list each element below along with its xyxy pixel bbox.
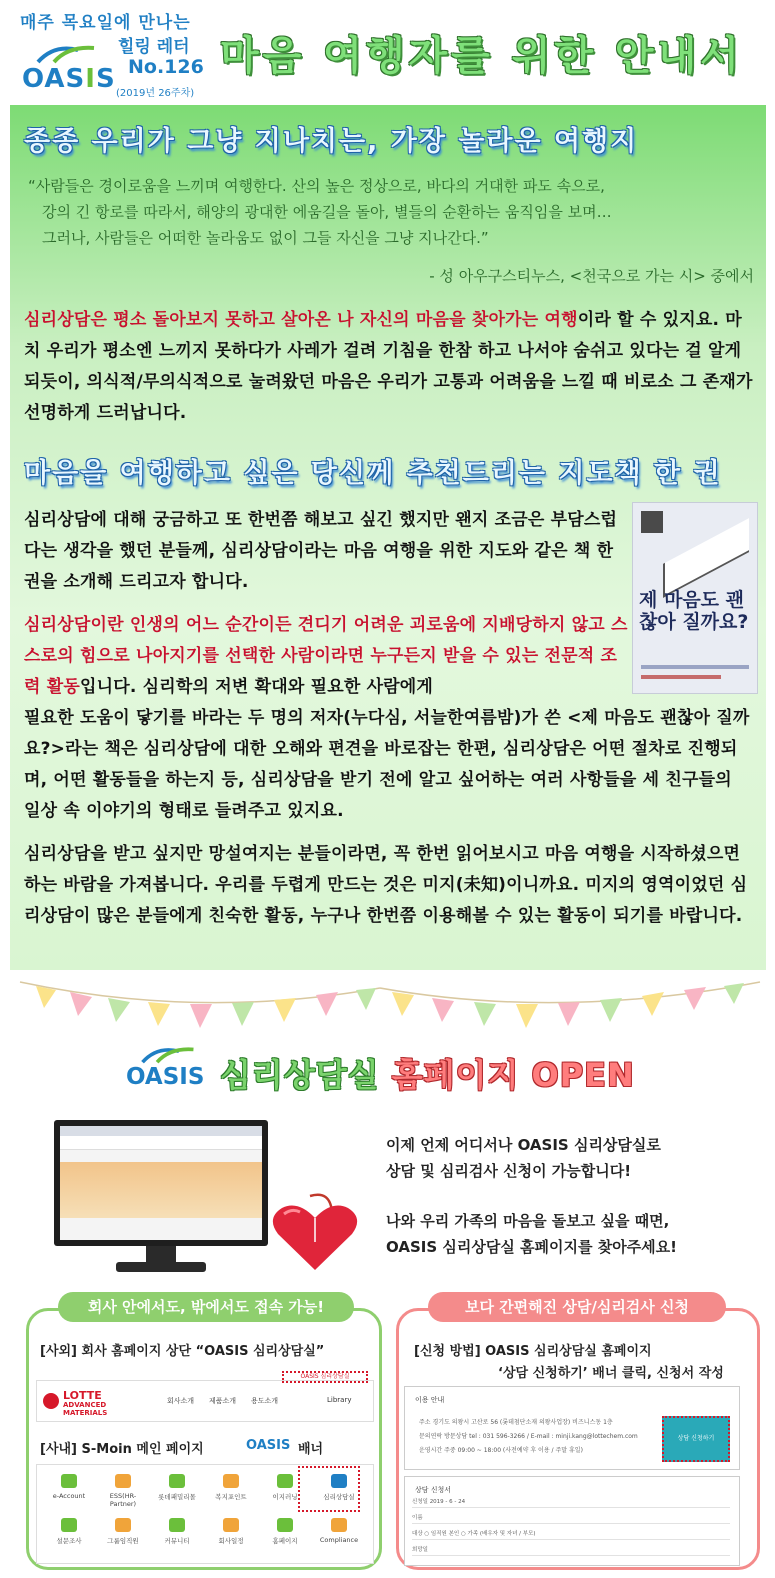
application-info-tag: 보다 간편해진 상담/심리검사 신청: [428, 1292, 726, 1322]
quote-line: “사람들은 경이로움을 느끼며 여행한다. 산의 높은 정상으로, 바다의 거대한 파도 속으로,: [28, 177, 605, 195]
header-meta: [8, 6, 208, 102]
form-row-preferred-date[interactable]: 희망일: [412, 1544, 730, 1556]
quote-source: - 성 아우구스티누스, <천국으로 가는 시> 중에서: [429, 267, 754, 285]
oasis-logo-small: [124, 1044, 214, 1094]
section2-title: 마음을 여행하고 싶은 당신께 추천드리는 지도책 한 권: [24, 458, 722, 489]
section2-paragraph1: 심리상담에 대해 궁금하고 또 한번쯤 해보고 싶긴 했지만 왠지 조금은 부담스럽다는 생각을 했던 분들께, 심리상담이라는 마음 여행을 위한 지도와 같은 책 한 권을 소개해 드리고자 합니다.: [24, 510, 618, 592]
company-homepage-header: [36, 1380, 374, 1422]
newsletter-header: [0, 0, 775, 105]
oasis-logo-text: OASIS: [126, 1064, 205, 1090]
header-subtitle-weekly: 매주 목요일에 만나는: [20, 13, 191, 33]
menu-item-label: 설문조사: [56, 1537, 82, 1545]
header-subtitle-letter: 힐링 레터: [118, 37, 190, 57]
form-row-name[interactable]: 이름: [412, 1512, 730, 1524]
menu-products[interactable]: 제품소개: [209, 1397, 237, 1405]
menu-item-6[interactable]: [44, 1518, 94, 1545]
form-title: 상담 신청서: [415, 1486, 452, 1494]
quote-line: 강의 긴 항로를 따라서, 해양의 광대한 에움길을 돌아, 별들의 순환하는 움직임을 보며…: [42, 203, 612, 221]
menu-item-label: e-Account: [52, 1492, 86, 1500]
menu-item-icon: [331, 1518, 347, 1532]
menu-item-8[interactable]: [152, 1518, 202, 1545]
oasis-swoosh-icon: [138, 1044, 198, 1064]
menu-item-icon: [223, 1474, 239, 1488]
menu-item-icon: [169, 1474, 185, 1488]
menu-item-label: 복지포인트: [215, 1493, 247, 1501]
quote-block: [28, 173, 748, 251]
menu-item-7[interactable]: [98, 1518, 148, 1545]
section2-paragraph2: [24, 610, 628, 703]
info-row: 문의연락 방문상담 tel : 031 596-3266 / E-mail : minji.kang@lottechem.com: [419, 1433, 638, 1440]
lotte-logo: LOTTE ADVANCED MATERIALS: [43, 1389, 133, 1415]
open-description-1: 이제 언제 어디서나 OASIS 심리상담실로 상담 및 심리검사 신청이 가능합니다!: [386, 1136, 661, 1180]
oasis-logo: [18, 40, 114, 96]
book-cover: [632, 502, 758, 694]
section2-paragraph3: 심리상담을 받고 싶지만 망설여지는 분들이라면, 꼭 한번 읽어보시고 마음 여행을 시작하셨으면 하는 바람을 가져봅니다. 우리를 두렵게 만드는 것은 미지(未知)이니까요. 미지의 영역이었던 심리상담이 많은 분들에게 친숙한 활동, 누구나 한번쯤 이용해볼 수 있는 활동이 되기를 바랍니다.: [24, 844, 748, 926]
menu-item-label: 홈페이지: [272, 1537, 298, 1545]
paragraph-text: 이라 할 수 있지요. 마치 우리가 평소엔 느끼지 못하다가 사레가 걸려 기침을 한참 하고 나서야 숨쉬고 있다는 걸 알게 되듯이, 의식적/무의식적으로 눌려왔던 마음은 우리가 고통과 어려움을 느낄 때 비로소 그 존재가 선명하게 드러납니다.: [24, 310, 753, 423]
section1-title: 종종 우리가 그냥 지나치는, 가장 놀라운 여행지: [24, 126, 639, 157]
menu-item-11[interactable]: [314, 1518, 364, 1544]
menu-item-9[interactable]: [206, 1518, 256, 1545]
menu-item-label: 회사일정: [218, 1537, 244, 1545]
application-method-label: [신청 방법] OASIS 심리상담실 홈페이지: [414, 1344, 652, 1359]
menu-item-label: 그룹임직원: [107, 1537, 139, 1545]
menu-company[interactable]: 회사소개: [167, 1397, 195, 1405]
oasis-banner-logo: OASIS: [246, 1438, 291, 1453]
menu-item-label: 심리상담실: [323, 1493, 355, 1501]
monitor-illustration: [54, 1120, 268, 1274]
external-access-label: [사외] 회사 홈페이지 상단 “OASIS 심리상담실”: [40, 1344, 325, 1359]
form-row-target[interactable]: 대상 ○ 임직원 본인 ○ 가족 (배우자 및 자녀 / 부모): [412, 1528, 730, 1540]
menu-item-icon: [61, 1474, 77, 1488]
menu-library[interactable]: Library: [327, 1396, 352, 1404]
menu-item-icon: [277, 1518, 293, 1532]
article-panel: [10, 105, 766, 970]
homepage-screenshot: [60, 1126, 262, 1240]
section1-paragraph: [24, 305, 754, 429]
oasis-banner-highlight[interactable]: [298, 1466, 360, 1512]
application-method-label-2: ‘상담 신청하기’ 배너 클릭, 신청서 작성: [498, 1366, 724, 1381]
newsletter-title: 마음 여행자를 위한 안내서: [220, 33, 743, 79]
menu-item-label: 커뮤니티: [164, 1537, 190, 1545]
open-title-red: 홈페이지 OPEN: [391, 1056, 635, 1094]
menu-item-icon: [223, 1518, 239, 1532]
menu-usage[interactable]: 용도소개: [251, 1397, 279, 1405]
menu-item-1[interactable]: [98, 1474, 148, 1508]
book-badge: [641, 511, 663, 533]
menu-item-label: Compliance: [319, 1536, 359, 1544]
menu-item-label: 이지러닝: [272, 1493, 298, 1501]
menu-item-label: ESS(HR-Partner): [109, 1492, 137, 1508]
book-subtitle-bar: [641, 665, 749, 669]
info-row: 운영시간 주중 09:00 ~ 18:00 (사전예약 후 이용 / 주말 휴일): [419, 1447, 583, 1454]
oasis-link-highlight[interactable]: OASIS 심리상담실: [282, 1371, 368, 1383]
highlighted-text: 심리상담은 평소 돌아보지 못하고 살아온 나 자신의 마음을 찾아가는 여행: [24, 310, 578, 330]
menu-item-icon: [277, 1474, 293, 1488]
info-row: 주소 경기도 의왕시 고산로 56 (롯데첨단소재 의왕사업장) 비즈니스동 1층: [419, 1419, 613, 1426]
open-description-2: 나와 우리 가족의 마음을 돌보고 싶을 때면, OASIS 심리상담실 홈페이지를 찾아주세요!: [386, 1212, 678, 1256]
open-title-green: 심리상담실: [220, 1056, 380, 1094]
oasis-logo-text: OASIS: [22, 64, 116, 94]
access-info-tag: 회사 안에서도, 밖에서도 접속 가능!: [58, 1292, 354, 1322]
bunting-decoration: [0, 972, 775, 1032]
menu-item-10[interactable]: [260, 1518, 310, 1545]
highlighted-text: 심리상담이란 인생의 어느 순간이든 견디기 어려운 괴로움에 지배당하지 않고 스스로의 힘으로 나아지기를 선택한 사람이라면 누구든지 받을 수 있는 전문적 조력 활동: [24, 615, 628, 697]
internal-access-label: [사내] S-Moin 메인 페이지: [40, 1442, 204, 1457]
heart-mouse-icon: [270, 1192, 360, 1272]
menu-item-label: 롯데패밀리몰: [158, 1493, 196, 1501]
menu-item-2[interactable]: [152, 1474, 202, 1501]
menu-item-icon: [61, 1518, 77, 1532]
book-author-bar: [641, 675, 721, 679]
oasis-swoosh-icon: [34, 42, 98, 64]
menu-item-icon: [115, 1474, 131, 1488]
menu-item-3[interactable]: [206, 1474, 256, 1501]
section2-paragraph2-cont: 필요한 도움이 닿기를 바라는 두 명의 저자(누다심, 서늘한여름밤)가 쓴 <제 마음도 괜찮아 질까요?>라는 책은 심리상담에 대한 오해와 편견을 바로잡는 한편, 심리상담은 어떤 절차로 진행되며, 어떤 활동들을 하는지 등, 심리상담을 받기 전에 알고 싶어하는 여러 사항들을 세 친구들의 일상 속 이야기의 형태로 들려주고 있지요.: [24, 708, 750, 821]
usage-info-title: 이용 안내: [415, 1396, 445, 1404]
issue-number: No.126: [128, 56, 204, 78]
paragraph-text: 입니다. 심리학의 저변 확대와 필요한 사람에게: [79, 677, 434, 697]
menu-item-icon: [169, 1518, 185, 1532]
banner-label: 배너: [298, 1442, 324, 1457]
quote-line: 그러나, 사람들은 어떠한 놀라움도 없이 그들 자신을 그냥 지나간다.”: [42, 229, 489, 247]
issue-date: (2019년 26주차): [116, 88, 195, 99]
apply-counseling-button[interactable]: 상담 신청하기: [662, 1416, 730, 1462]
homepage-open-title: [220, 1050, 635, 1096]
menu-item-icon: [115, 1518, 131, 1532]
book-title: 제 마음도 괜찮아 질까요?: [639, 589, 749, 633]
book-illustration: [663, 518, 749, 598]
menu-item-0[interactable]: [44, 1474, 94, 1500]
form-row-date[interactable]: 신청일 2019 - 6 - 24: [412, 1496, 730, 1508]
